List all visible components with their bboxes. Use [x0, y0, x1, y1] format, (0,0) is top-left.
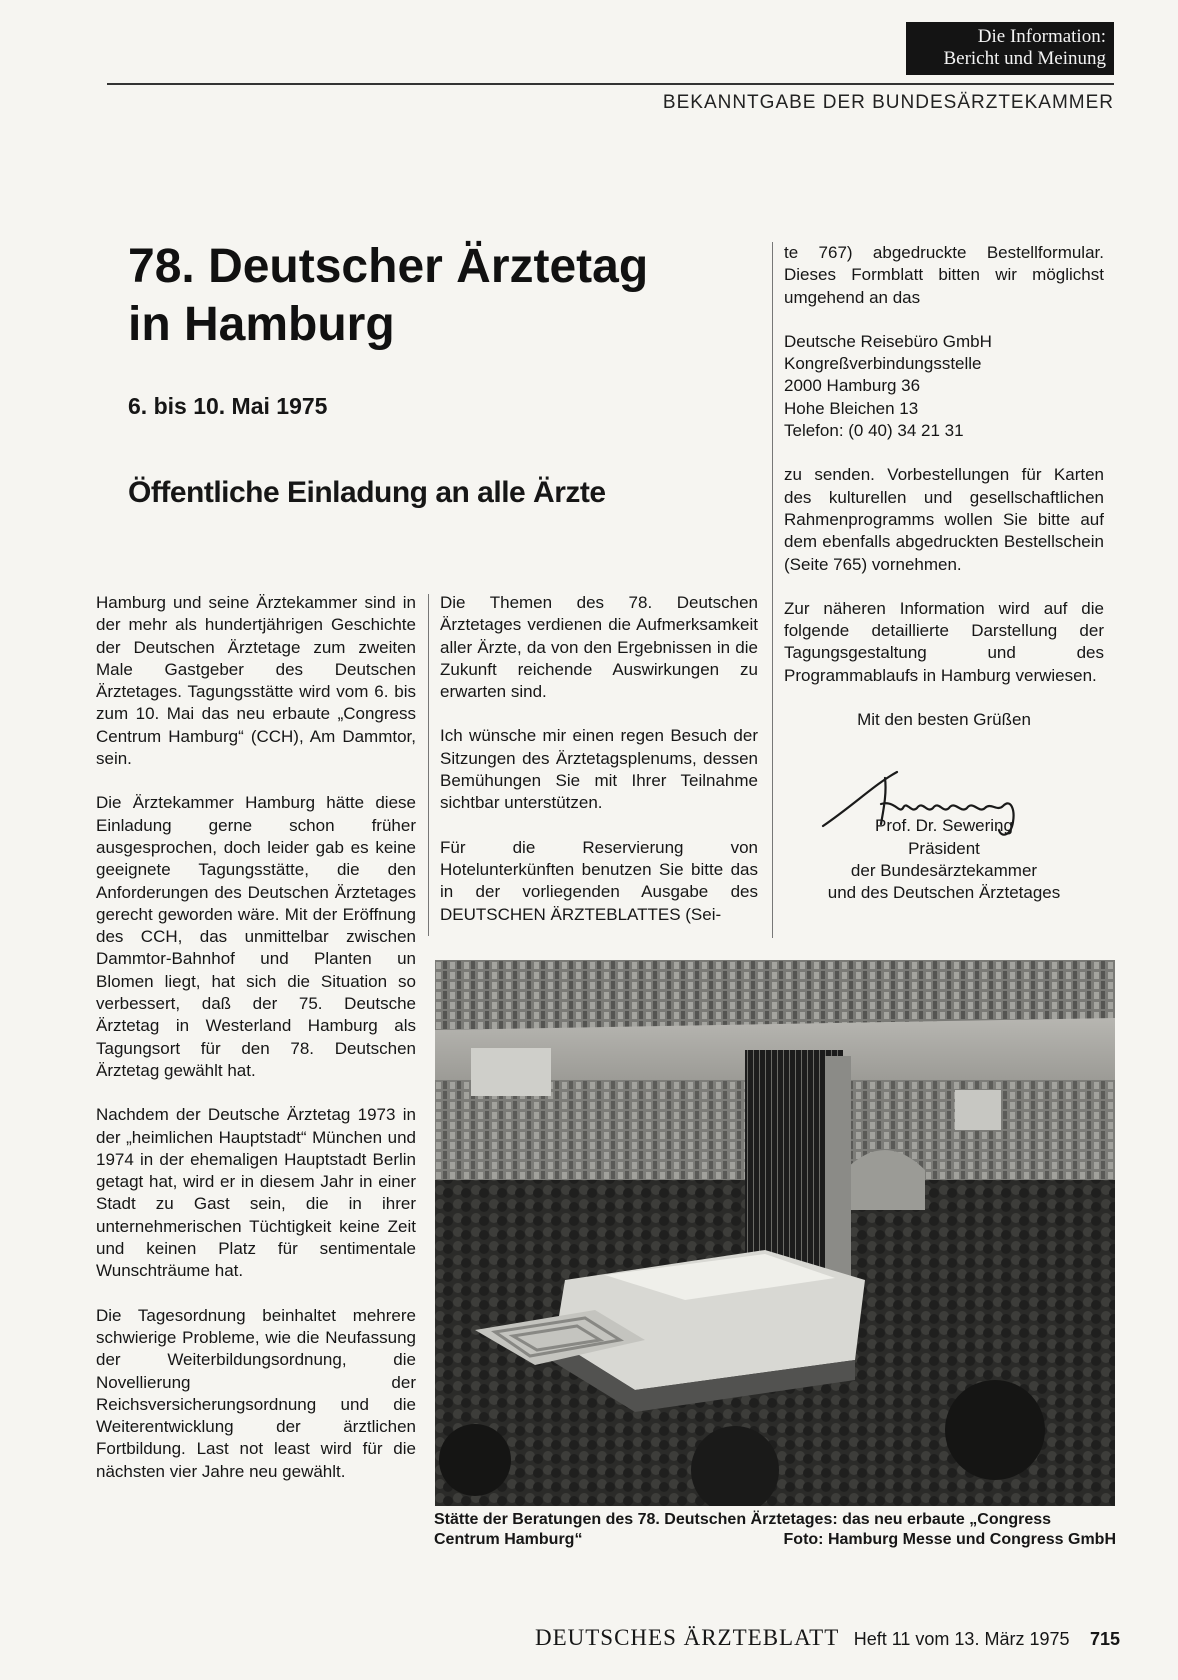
- article-date: 6. bis 10. Mai 1975: [128, 393, 328, 419]
- signer-line: und des Deutschen Ärztetages: [827, 883, 1061, 903]
- column-divider: [428, 594, 429, 936]
- address-line: Kongreßverbindungsstelle: [784, 354, 982, 374]
- address-block: [784, 331, 1104, 442]
- aerial-photo-congress-centrum: [435, 960, 1115, 1506]
- title-line-1: 78. Deutscher Ärztetag: [128, 240, 649, 293]
- greeting: Mit den besten Grüßen: [857, 710, 1031, 730]
- page-footer: [490, 1625, 1120, 1651]
- paragraph: Für die Reservierung von Hotelunterkünften benutzen Sie bitte das in der vorliegenden Ausgabe des DEUTSCHEN ÄRZTEBLATTES (Sei-: [440, 837, 758, 924]
- column-1: [96, 592, 416, 1505]
- badge-line-2: Bericht und Meinung: [943, 48, 1106, 69]
- signer-line: Präsident: [908, 838, 980, 858]
- paragraph: Die Tagesordnung beinhaltet mehrere schwierige Probleme, wie die Neufassung der Weiterbildungsordnung, die Novellierung der Reichsversicherungsordnung und die Weiterentwicklung der ärztlichen Fortbildung. Last not least wird für die nächsten vier Jahre neu gewählt.: [96, 1305, 416, 1481]
- paragraph: Nachdem der Deutsche Ärztetag 1973 in der „heimlichen Hauptstadt“ München und 1974 in der ehemaligen Hauptstadt Berlin getagt hat, wird er in diesem Jahr in einer Stadt zu Gast sein, die in ihrer unternehmerischen Tüchtigkeit keine Zeit und keinen Platz für sentimentale Wunschträume hat.: [96, 1105, 416, 1281]
- paragraph: te 767) abgedruckte Bestellformular. Dieses Formblatt bitten wir möglichst umgehend an das: [784, 243, 1104, 307]
- paragraph: Ich wünsche mir einen regen Besuch der Sitzungen des Ärztetagsplenums, dessen Bemühungen Sie mit Ihrer Teilnahme sichtbar unterstützen.: [440, 726, 758, 813]
- address-line: 2000 Hamburg 36: [784, 376, 921, 396]
- caption-title-end: Centrum Hamburg“: [434, 1531, 583, 1548]
- paragraph: Die Ärztekammer Hamburg hätte diese Einladung gerne schon früher ausgesprochen, doch leider gab es keine geeignete Tagungsstätte, die den Anforderungen des Deutschen Ärztetages gerecht geworden wäre. Mit der Eröffnung des CCH, das unmittelbar zwischen Dammtor-Bahnhof und Planten un Blomen liegt, hat sich die Situation so verbessert, daß der 75. Deutsche Ärztetag in Westerland Hamburg als Tagungsort für den 78. Deutschen Ärztetag gewählt hat.: [96, 793, 416, 1080]
- issue-info: Heft 11 vom 13. März 1975: [853, 1629, 1070, 1649]
- photo-caption: [434, 1510, 1116, 1550]
- magazine-name: DEUTSCHES ÄRZTEBLATT: [534, 1625, 840, 1650]
- page-number: 715: [1089, 1629, 1120, 1649]
- handwritten-signature: [815, 764, 1055, 844]
- title-line-2: in Hamburg: [128, 298, 395, 351]
- paragraph: zu senden. Vorbestellungen für Karten des kulturellen und gesellschaftlichen Rahmenprogramms wollen Sie bitte auf dem ebenfalls abgedruckten Bestellschein (Seite 765) vornehmen.: [784, 465, 1104, 574]
- badge-line-1: Die Information:: [977, 26, 1106, 47]
- column-2: [440, 592, 758, 948]
- address-line: Deutsche Reisebüro GmbH: [784, 331, 992, 351]
- article-subtitle: Öffentliche Einladung an alle Ärzte: [128, 476, 606, 509]
- article-title: [128, 238, 648, 354]
- kicker: BEKANNTGABE DER BUNDESÄRZTEKAMMER: [662, 92, 1114, 113]
- paragraph: Hamburg und seine Ärztekammer sind in der mehr als hundertjährigen Geschichte der Deutschen Ärztetage zum zweiten Male Gastgeber des Deutschen Ärztetages. Tagungsstätte wird vom 6. bis zum 10. Mai das neu erbaute „Congress Centrum Hamburg“ (CCH), Am Dammtor, sein.: [96, 593, 416, 769]
- paragraph: Die Themen des 78. Deutschen Ärztetages verdienen die Aufmerksamkeit aller Ärzte, da von den Ergebnissen in die Zukunft reichende Auswirkungen zu erwarten sind.: [440, 593, 758, 702]
- photo-credit: Foto: Hamburg Messe und Congress GmbH: [783, 1531, 1116, 1548]
- column-divider: [772, 242, 773, 938]
- paragraph: Zur näheren Information wird auf die folgende detaillierte Darstellung der Tagungsgestaltung und des Programmablaufs in Hamburg verwiesen.: [784, 598, 1104, 685]
- signer-line: der Bundesärztekammer: [850, 860, 1038, 880]
- caption-line-2: [434, 1530, 1116, 1550]
- signer-line: Prof. Dr. Sewering: [875, 816, 1013, 836]
- header-rule: [107, 83, 1114, 85]
- address-line: Telefon: (0 40) 34 21 31: [784, 421, 964, 441]
- section-badge: [906, 22, 1114, 75]
- address-line: Hohe Bleichen 13: [784, 398, 919, 418]
- caption-line-1: Stätte der Beratungen des 78. Deutschen Ärztetages: das neu erbaute „Congress: [434, 1511, 1052, 1528]
